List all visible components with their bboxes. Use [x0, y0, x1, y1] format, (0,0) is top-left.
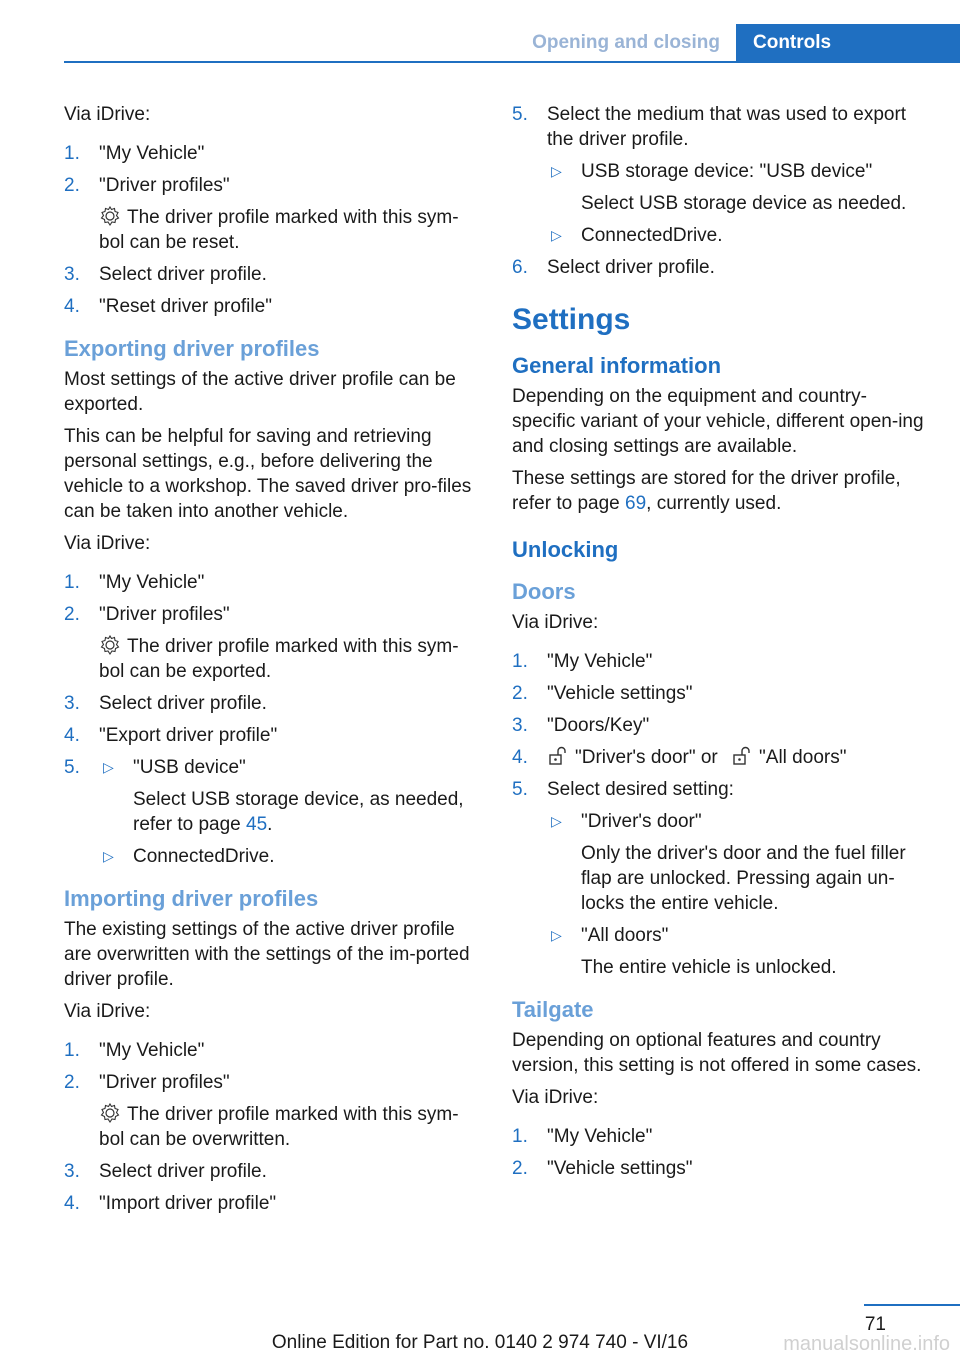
- step-text: "Doors/Key": [547, 715, 650, 736]
- via-idrive-text: Via iDrive:: [512, 612, 599, 633]
- step-number: 2.: [64, 604, 80, 625]
- list-item: [99, 844, 480, 869]
- unlock-icon: [547, 745, 569, 767]
- step-text: Select driver profile.: [99, 1161, 267, 1182]
- list-item: [512, 649, 928, 674]
- header-rule: [64, 61, 960, 63]
- step-text: "My Vehicle": [99, 572, 205, 593]
- watermark-text: manualsonline.info: [783, 1333, 950, 1355]
- list-item: [64, 602, 480, 684]
- step-text: "My Vehicle": [547, 1126, 653, 1147]
- tailgate-paragraph: Depending on optional features and country version, this setting is not offered in some cases.: [512, 1030, 922, 1076]
- via-idrive-text: Via iDrive:: [64, 533, 151, 554]
- export-steps-continued: [512, 102, 928, 280]
- step-text: Select driver profile.: [99, 264, 267, 285]
- step-text: "Reset driver profile": [99, 296, 272, 317]
- via-idrive-text: Via iDrive:: [64, 1001, 151, 1022]
- option-description-text: Select USB storage device, as needed, refer to page: [133, 789, 464, 835]
- export-options-list: [99, 755, 480, 869]
- step-number: 1.: [512, 651, 528, 672]
- general-information-heading: General information: [512, 353, 722, 378]
- step-note-text: The driver profile marked with this sym‐bol can be exported.: [99, 636, 459, 682]
- step-text: Select the medium that was used to export the driver profile.: [547, 104, 907, 150]
- list-item: [64, 173, 480, 255]
- triangle-right-icon: ▷: [551, 163, 562, 179]
- step-number: 5.: [512, 779, 528, 800]
- step-text: "Vehicle settings": [547, 683, 693, 704]
- list-item: [547, 159, 928, 216]
- step-text: "Driver's door" or: [575, 747, 718, 768]
- list-item: [512, 102, 928, 248]
- export-paragraph-1: Most settings of the active driver profile can be exported.: [64, 369, 456, 415]
- list-item: [99, 755, 480, 837]
- step-number: 2.: [64, 1072, 80, 1093]
- step-number: 3.: [64, 693, 80, 714]
- tailgate-heading: Tailgate: [512, 997, 594, 1022]
- triangle-right-icon: ▷: [551, 227, 562, 243]
- general-paragraph-2: [512, 466, 928, 516]
- step-note-text: The driver profile marked with this sym‐bol can be reset.: [99, 207, 459, 253]
- step-number: 4.: [64, 1193, 80, 1214]
- option-text: ConnectedDrive.: [581, 225, 723, 246]
- import-paragraph: The existing settings of the active driver profile are overwritten with the settings of the im‐ported driver profile.: [64, 919, 470, 990]
- triangle-right-icon: ▷: [551, 813, 562, 829]
- list-item: [64, 1038, 480, 1063]
- step-note: [99, 205, 480, 255]
- page-header: [0, 24, 960, 62]
- option-text: "Driver's door": [581, 811, 702, 832]
- triangle-right-icon: ▷: [551, 927, 562, 943]
- list-item: [512, 1156, 928, 1181]
- page-link[interactable]: 69: [625, 493, 647, 514]
- step-text: "Import driver profile": [99, 1193, 277, 1214]
- page-number: 71: [864, 1314, 886, 1335]
- step-number: 1.: [512, 1126, 528, 1147]
- step-number: 2.: [64, 175, 80, 196]
- gear-icon: [99, 1102, 121, 1124]
- step-text: Select driver profile.: [547, 257, 715, 278]
- list-item: [64, 1191, 480, 1216]
- list-item: [64, 570, 480, 595]
- list-item: [547, 223, 928, 248]
- step-number: 5.: [64, 757, 80, 778]
- step-text: Select desired setting:: [547, 779, 734, 800]
- list-item: [64, 691, 480, 716]
- list-item: [64, 755, 480, 869]
- left-column: [64, 102, 480, 1223]
- list-item: [512, 713, 928, 738]
- step-number: 4.: [512, 747, 528, 768]
- reset-steps-list: [64, 141, 480, 319]
- step-number: 1.: [64, 1040, 80, 1061]
- list-item: [547, 809, 928, 916]
- list-item: [64, 262, 480, 287]
- step-number: 1.: [64, 572, 80, 593]
- step-text: "Export driver profile": [99, 725, 278, 746]
- step-note-text: The driver profile marked with this sym‐bol can be overwritten.: [99, 1104, 459, 1150]
- option-description: Only the driver's door and the fuel filler flap are unlocked. Pressing again un‐locks the entire vehicle.: [581, 843, 906, 914]
- doors-steps-list: [512, 649, 928, 980]
- step-number: 3.: [512, 715, 528, 736]
- step-number: 6.: [512, 257, 528, 278]
- step-text: "Driver profiles": [99, 604, 230, 625]
- import-heading: Importing driver profiles: [64, 886, 319, 911]
- step-text: "Driver profiles": [99, 1072, 230, 1093]
- option-text: "USB device": [133, 757, 246, 778]
- option-text: USB storage device: "USB device": [581, 161, 873, 182]
- triangle-right-icon: ▷: [103, 759, 114, 775]
- option-text: ConnectedDrive.: [133, 846, 275, 867]
- header-section-title: Opening and closing: [532, 32, 720, 53]
- gear-icon: [99, 634, 121, 656]
- import-steps-list: [64, 1038, 480, 1216]
- list-item: [512, 255, 928, 280]
- general-paragraph-2-tail: , currently used.: [646, 493, 782, 514]
- option-description: Select USB storage device as needed.: [581, 193, 907, 214]
- list-item: [64, 723, 480, 748]
- unlocking-heading: Unlocking: [512, 537, 619, 562]
- edition-text: Online Edition for Part no. 0140 2 974 740 - VI/16: [271, 1332, 689, 1353]
- export-heading: Exporting driver profiles: [64, 336, 320, 361]
- step-number: 3.: [64, 264, 80, 285]
- tailgate-steps-list: [512, 1124, 928, 1181]
- option-text: "All doors": [581, 925, 669, 946]
- step-number: 3.: [64, 1161, 80, 1182]
- doors-options-list: [547, 809, 928, 980]
- export-steps-list: [64, 570, 480, 869]
- right-column: [512, 102, 928, 1188]
- doors-heading: Doors: [512, 579, 576, 604]
- export-paragraph-2: This can be helpful for saving and retrieving personal settings, e.g., before delivering the vehicle to a workshop. The saved driver pro‐files can be taken into another vehicle.: [64, 426, 472, 522]
- step-number: 4.: [64, 725, 80, 746]
- general-paragraph-2-text: These settings are stored for the driver profile, refer to page: [512, 468, 901, 514]
- step-text: "All doors": [759, 747, 847, 768]
- medium-options-list: [547, 159, 928, 248]
- step-number: 2.: [512, 683, 528, 704]
- settings-heading: Settings: [512, 303, 631, 336]
- list-item: [512, 745, 928, 770]
- option-description: Select USB storage device, as needed, refer to page 45.: [133, 789, 464, 835]
- step-number: 1.: [64, 143, 80, 164]
- page-link[interactable]: 45: [246, 814, 268, 835]
- general-paragraph-1: Depending on the equipment and country-specific variant of your vehicle, different open‐ing and closing settings are available.: [512, 386, 924, 457]
- header-chapter-tab: Controls: [736, 24, 960, 63]
- footer-rule: [864, 1304, 960, 1306]
- list-item: [512, 681, 928, 706]
- step-text: Select driver profile.: [99, 693, 267, 714]
- via-idrive-text: Via iDrive:: [64, 104, 151, 125]
- step-number: 2.: [512, 1158, 528, 1179]
- step-text: "Driver profiles": [99, 175, 230, 196]
- gear-icon: [99, 205, 121, 227]
- step-text: "Vehicle settings": [547, 1158, 693, 1179]
- step-text: "My Vehicle": [547, 651, 653, 672]
- list-item: [64, 141, 480, 166]
- list-item: [512, 1124, 928, 1149]
- list-item: [64, 1070, 480, 1152]
- step-text: "My Vehicle": [99, 1040, 205, 1061]
- triangle-right-icon: ▷: [103, 848, 114, 864]
- list-item: [64, 294, 480, 319]
- step-note: [99, 634, 480, 684]
- step-note: [99, 1102, 480, 1152]
- unlock-icon: [731, 745, 753, 767]
- via-idrive-text: Via iDrive:: [512, 1087, 599, 1108]
- list-item: [64, 1159, 480, 1184]
- step-number: 4.: [64, 296, 80, 317]
- step-text: "My Vehicle": [99, 143, 205, 164]
- list-item: [547, 923, 928, 980]
- list-item: [512, 777, 928, 980]
- step-number: 5.: [512, 104, 528, 125]
- option-description: The entire vehicle is unlocked.: [581, 957, 837, 978]
